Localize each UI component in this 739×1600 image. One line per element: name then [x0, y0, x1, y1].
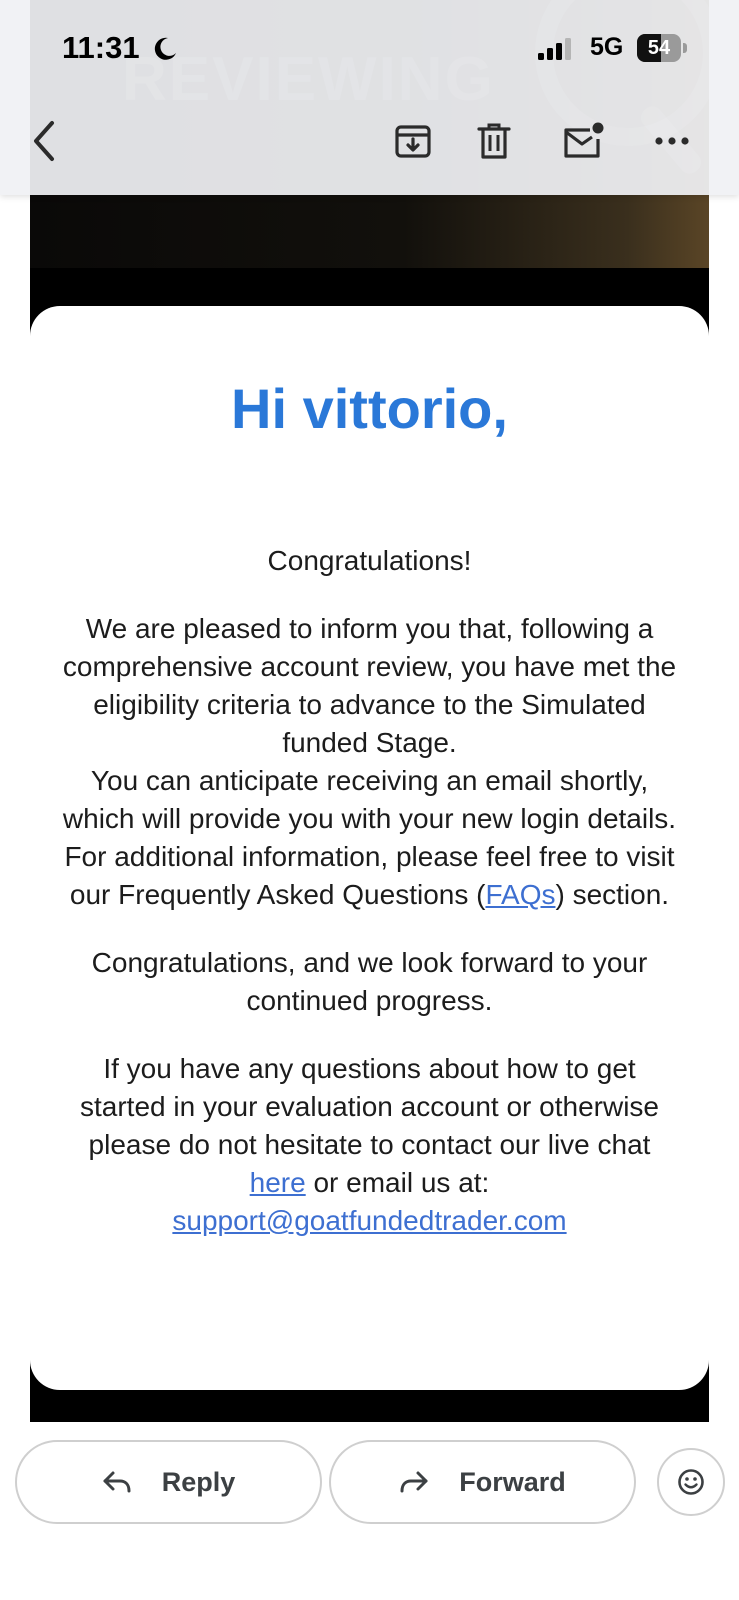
- reply-icon: [102, 1470, 132, 1494]
- status-time: 11:31: [62, 30, 140, 65]
- back-arrow-icon: [28, 119, 58, 163]
- paragraph-faq: [58, 838, 681, 914]
- moon-icon: [152, 36, 178, 62]
- forward-icon: [399, 1470, 429, 1494]
- paragraph-contact: [58, 1050, 681, 1240]
- battery-percent: 54: [647, 37, 671, 59]
- forward-button[interactable]: [329, 1440, 636, 1524]
- network-label: 5G: [590, 33, 624, 61]
- emoji-reaction-button[interactable]: [657, 1448, 725, 1516]
- greeting-heading: Hi vittorio,: [231, 377, 508, 440]
- archive-button[interactable]: [388, 116, 438, 166]
- faq-text-before: For additional information, please feel free to visit our Frequently Asked Questions (: [64, 841, 675, 910]
- signal-icon: [538, 38, 576, 60]
- paragraph-progress: Congratulations, and we look forward to your continued progress.: [91, 947, 648, 1016]
- paragraph-login-details: You can anticipate receiving an email shortly, which will provide you with your new login details.: [62, 765, 677, 834]
- congrats-heading: Congratulations!: [267, 545, 472, 576]
- message-card: [30, 306, 709, 1390]
- more-options-icon: [654, 136, 690, 146]
- support-email-link[interactable]: support@goatfundedtrader.com: [172, 1205, 567, 1236]
- battery-icon: [637, 34, 687, 62]
- reply-label: Reply: [161, 1466, 236, 1497]
- contact-text-after: or email us at:: [305, 1167, 490, 1198]
- message-body: [58, 542, 681, 1240]
- battery-body: [637, 34, 681, 62]
- mark-unread-button[interactable]: [558, 116, 608, 166]
- delete-button[interactable]: [469, 116, 519, 166]
- reply-button[interactable]: [15, 1440, 322, 1524]
- more-options-button[interactable]: [647, 116, 697, 166]
- archive-icon: [394, 122, 432, 160]
- faq-text-after: ) section.: [555, 879, 670, 910]
- smiley-icon: [677, 1468, 705, 1496]
- back-button[interactable]: [18, 116, 68, 166]
- top-header: [0, 0, 739, 195]
- contact-text-before: If you have any questions about how to get started in your evaluation account or otherwise please do not hesitate to contact our live chat: [80, 1053, 659, 1160]
- forward-label: Forward: [459, 1466, 566, 1497]
- faq-link[interactable]: FAQs: [485, 879, 556, 910]
- mark-unread-icon: [562, 121, 604, 161]
- live-chat-link[interactable]: here: [249, 1167, 306, 1198]
- battery-tip: [683, 43, 687, 53]
- paragraph-eligibility: We are pleased to inform you that, following a comprehensive account review, you have met the eligibility criteria to advance to the Simulated funded Stage.: [62, 613, 677, 758]
- trash-icon: [476, 121, 512, 161]
